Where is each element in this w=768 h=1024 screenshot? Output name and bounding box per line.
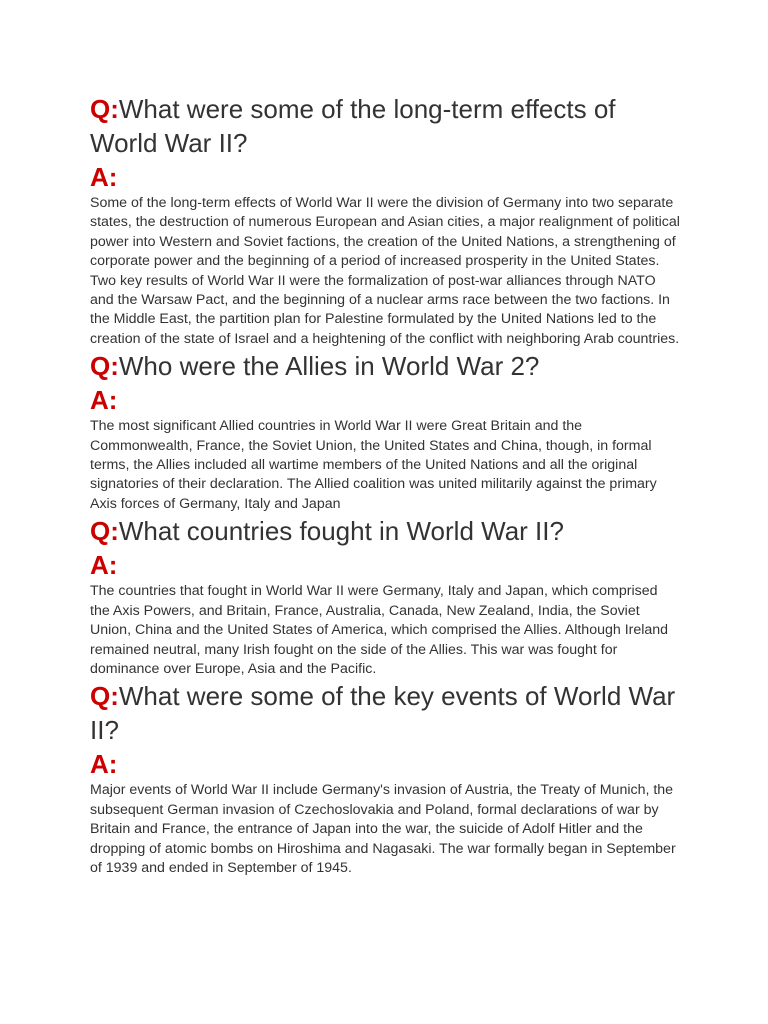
question-text: What countries fought in World War II?	[118, 516, 564, 547]
question-marker: Q:	[90, 516, 119, 547]
answer-text-2: The most significant Allied countries in World War II were Great Britain and the Commonwealth, France, the Soviet Union, the United States and China, though, in formal terms, the Allies included all wartime members of the United Nations and all the original signatories of their declaration. The Allied coalition was united militarily against the primary Axis forces of Germany, Italy and Japan	[90, 418, 657, 512]
question-text: What were some of the key events of World War II?	[90, 681, 676, 746]
answer-marker: A:	[90, 162, 118, 192]
question-marker: Q:	[90, 681, 119, 712]
qa-block-4	[90, 679, 680, 878]
question-marker: Q:	[90, 94, 119, 124]
question-4	[90, 679, 680, 747]
question-text: Who were the Allies in World War 2?	[118, 351, 540, 382]
qa-block-1	[90, 92, 680, 349]
document-page	[90, 92, 680, 878]
question-1	[90, 92, 680, 160]
question-2	[90, 349, 680, 383]
answer-text-1: Some of the long-term effects of World War II were the division of Germany into two separate states, the destruction of numerous European and Asian cities, a major realignment of political power into Western and Soviet factions, the creation of the United Nations, a strengthening of corporate power and the beginning of a period of increased prosperity in the United States. Two key results of World War II were the formalization of post-war alliances through NATO and the Warsaw Pact, and the beginning of a nuclear arms race between the two factions. In the Middle East, the partition plan for Palestine formulated by the United Nations led to the creation of the state of Israel and a heightening of the conflict with neighboring Arab countries.	[90, 195, 680, 347]
question-text: What were some of the long-term effects of World War II?	[90, 94, 616, 158]
answer-text-3: The countries that fought in World War II were Germany, Italy and Japan, which comprised the Axis Powers, and Britain, France, Australia, Canada, New Zealand, India, the Soviet Union, China and the United States of America, which comprised the Allies. Although Ireland remained neutral, many Irish fought on the side of the Allies. This war was fought for dominance over Europe, Asia and the Pacific.	[90, 583, 669, 677]
answer-marker: A:	[90, 550, 118, 581]
answer-marker: A:	[90, 749, 118, 780]
answer-marker: A:	[90, 385, 118, 416]
qa-block-3	[90, 514, 680, 679]
question-marker: Q:	[90, 351, 119, 382]
question-3	[90, 514, 680, 548]
answer-text-4: Major events of World War II include Germany's invasion of Austria, the Treaty of Munich, the subsequent German invasion of Czechoslovakia and Poland, formal declarations of war by Britain and France, the entrance of Japan into the war, the suicide of Adolf Hitler and the dropping of atomic bombs on Hiroshima and Nagasaki. The war formally began in September of 1939 and ended in September of 1945.	[90, 782, 676, 876]
qa-block-2	[90, 349, 680, 514]
